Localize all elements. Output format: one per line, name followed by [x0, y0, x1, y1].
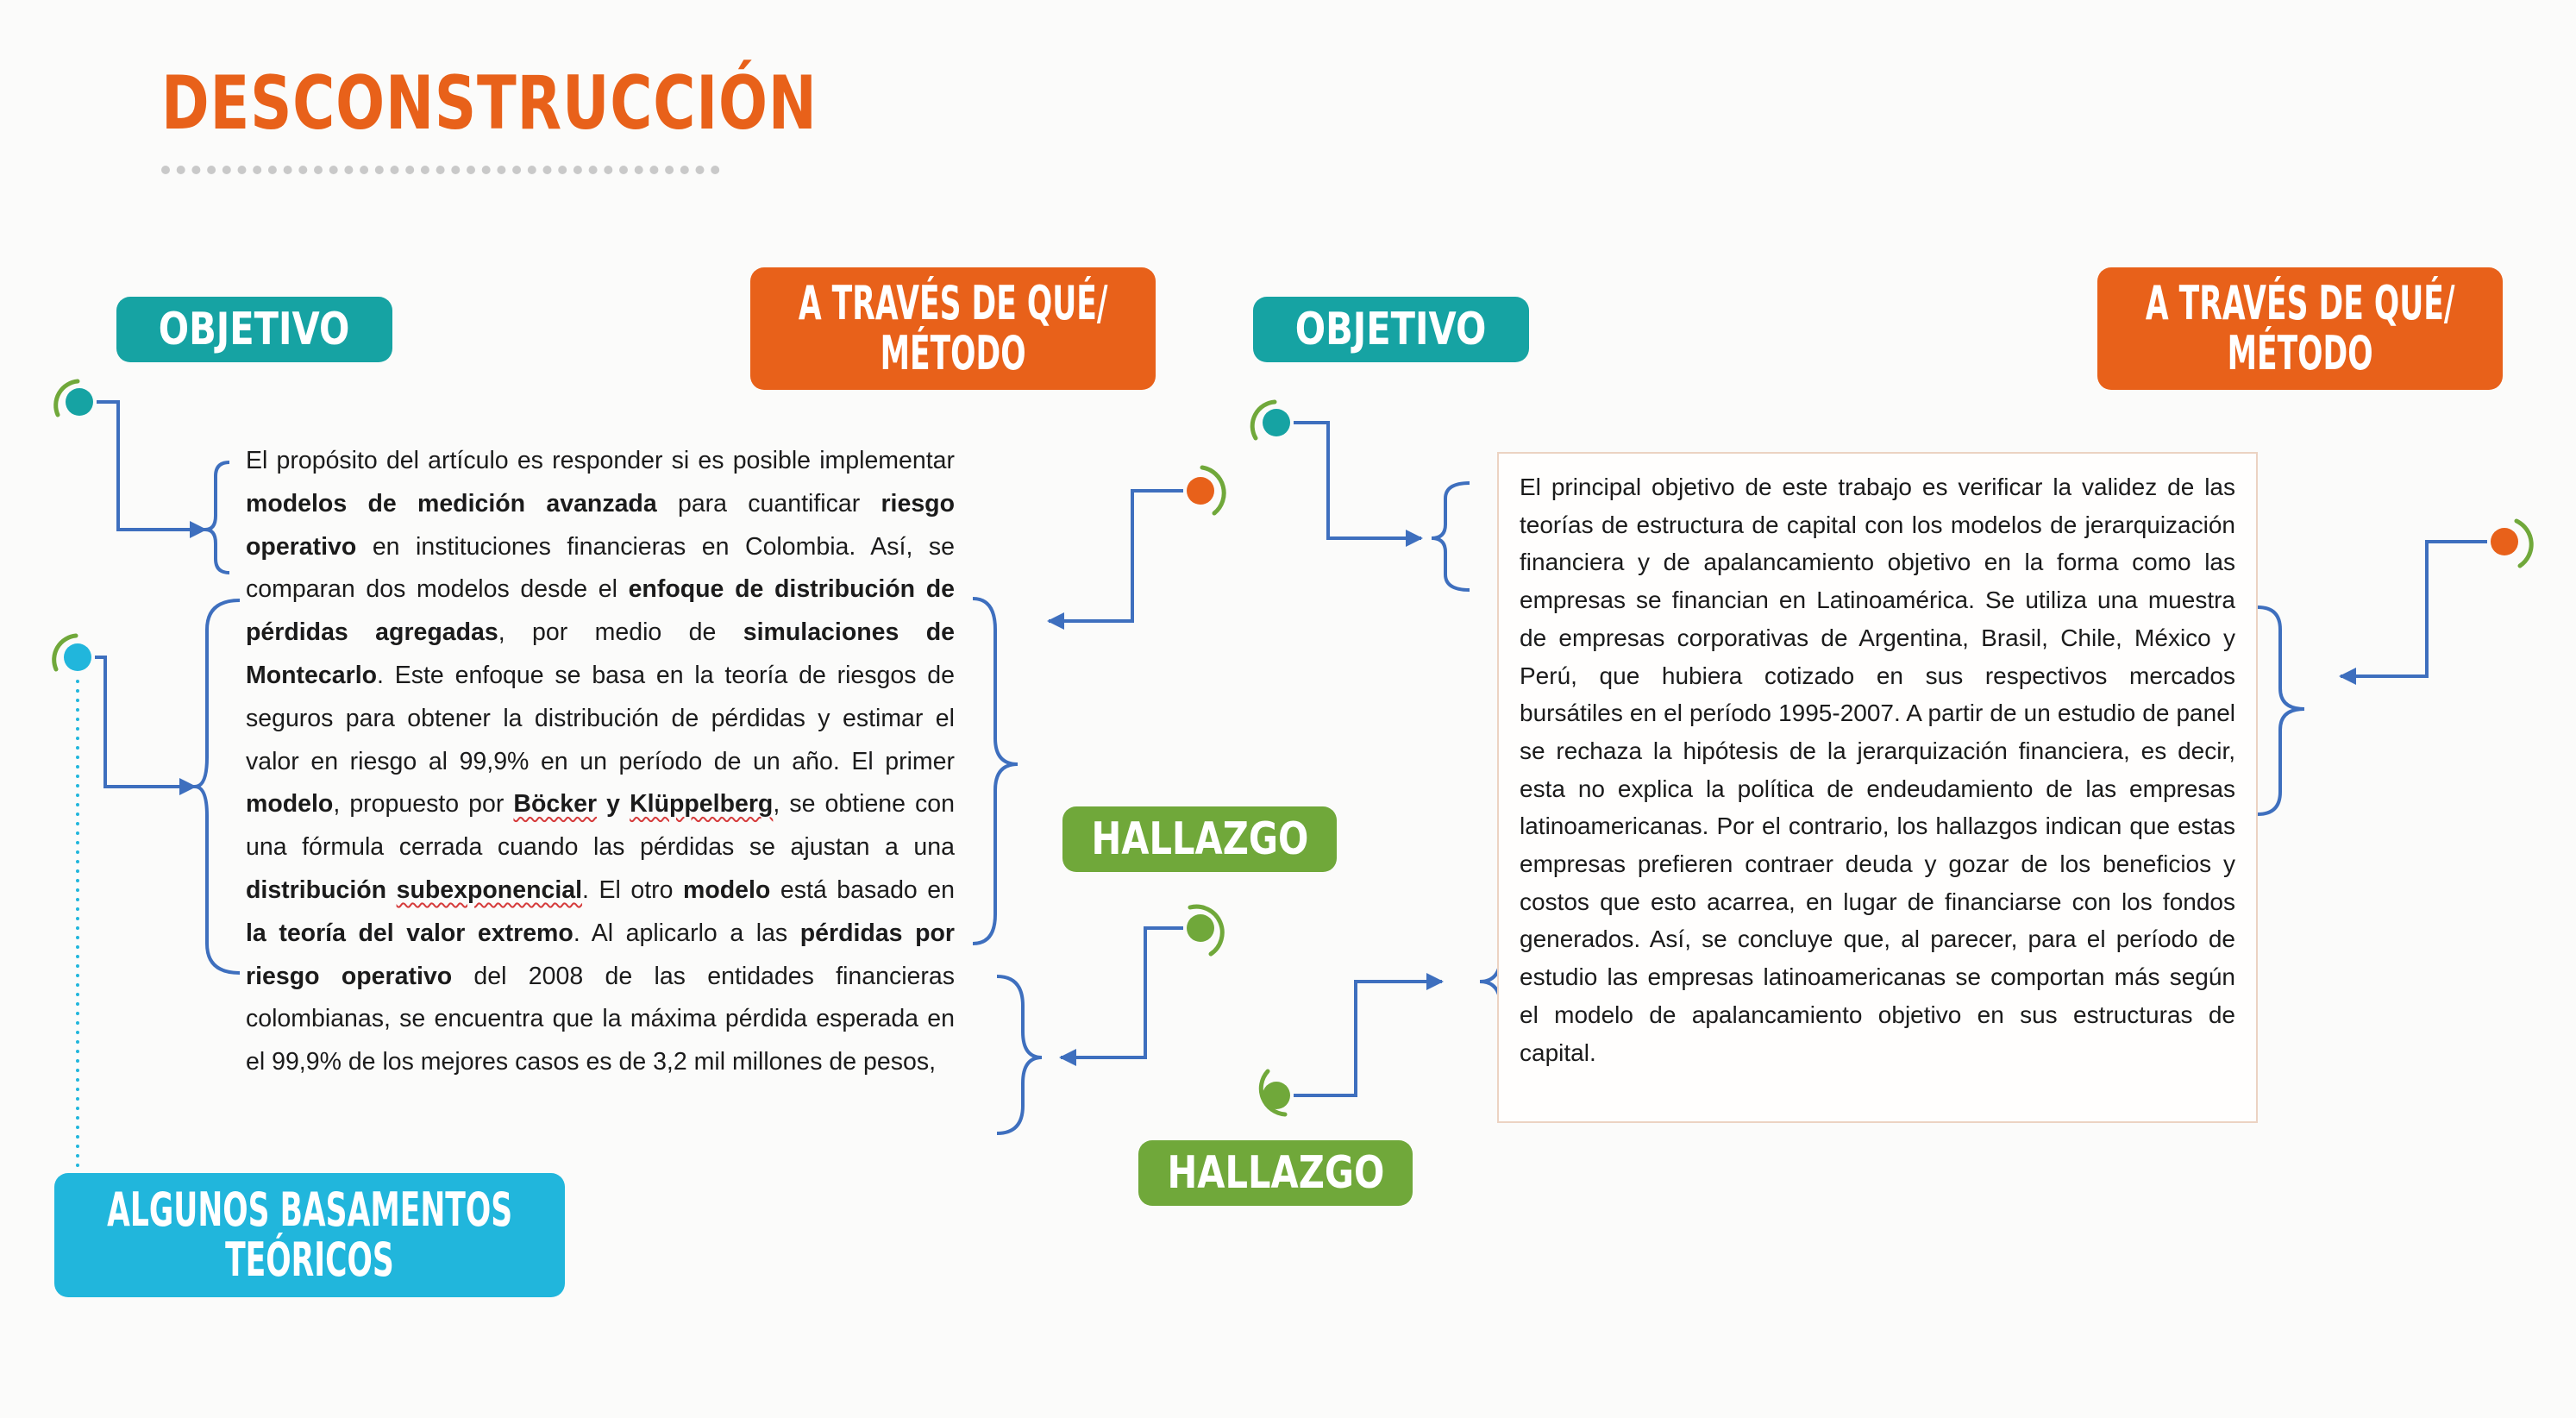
metodo-node-right — [2491, 521, 2531, 566]
objetivo-label-left: OBJETIVO — [116, 297, 392, 362]
hallazgo-label-left: HALLAZGO — [1062, 806, 1337, 872]
right-article-text — [1497, 452, 2258, 1123]
objetivo-node-right — [1252, 402, 1290, 438]
left-paragraph: El propósito del artículo es responder si es posible implementar modelos de medición avanzada para cuantificar riesgo operativo en instituciones financieras en Colombia. Así, se comparan dos modelos desde el enfoque de distribución de pérdidas agregadas, por medio de simulaciones de Montecarlo. Este enfoque se basa en la teoría de riesgos de seguros para obtener la distribución de pérdidas y estimar el valor en riesgo al 99,9% en un período de un año. El primer modelo, propuesto por Böcker y Klüppelberg, se obtiene con una fórmula cerrada cuando las pérdidas se ajustan a una distribución subexponencial. El otro modelo está basado en la teoría del valor extremo. Al aplicarlo a las pérdidas por riesgo operativo del 2008 de las entidades financieras colombianas, se encuentra que la máxima pérdida esperada en el 99,9% de los mejores casos es de 3,2 mil millones de pesos, — [246, 447, 956, 1076]
hallazgo-node-right — [1261, 1071, 1290, 1114]
objetivo-brace-right — [1432, 483, 1470, 590]
left-article-text — [246, 440, 955, 1084]
hallazgo-connector-left — [1061, 928, 1183, 1057]
basamentos-brace — [195, 600, 240, 973]
metodo-label-left: A TRAVÉS DE QUÉ/ MÉTODO — [750, 267, 1156, 390]
hallazgo-brace-left — [997, 976, 1042, 1133]
objetivo-node-left — [56, 381, 93, 416]
objetivo-connector-left — [97, 402, 205, 530]
metodo-brace-left — [973, 599, 1018, 944]
right-paragraph: El principal objetivo de este trabajo es verificar la validez de las teorías de estructura de capital con los modelos de jerarquización financiera y de apalancamiento objetivo en la forma como las empresas se financian en Latinoamérica. Se utiliza una muestra de empresas corporativas de Argentina, Brasil, Chile, México y Perú, que hubiera cotizado en sus respectivos mercados bursátiles en el período 1995-2007. A partir de un estudio de panel se rechaza la hipótesis de la jerarquización financiera, es decir, esta no explica la política de endeudamiento de las empresas latinoamericanas. Por el contrario, los hallazgos indican que estas empresas prefieren contraer deuda y gozar de los beneficios y costos que esto acarrea, en lugar de financiarse con los fondos generados. Así, se concluye que, al parecer, para el período de estudio las empresas latinoamericanas se comportan más según el modelo de apalancamiento objetivo en sus estructuras de capital. — [1520, 474, 2235, 1066]
objetivo-label-right: OBJETIVO — [1253, 297, 1529, 362]
metodo-node-left — [1187, 467, 1224, 513]
basamentos-node — [54, 636, 91, 671]
basamentos-label: ALGUNOS BASAMENTOS TEÓRICOS — [54, 1173, 565, 1297]
hallazgo-label-right: HALLAZGO — [1138, 1140, 1413, 1206]
page-title: DESCONSTRUCCIÓN — [161, 60, 818, 147]
metodo-connector-right — [2341, 542, 2487, 676]
hallazgo-node-left — [1187, 907, 1222, 954]
objetivo-connector-right — [1294, 423, 1421, 538]
metodo-brace-right — [2258, 607, 2304, 814]
metodo-connector-left — [1049, 491, 1183, 621]
hallazgo-connector-right — [1294, 982, 1442, 1095]
basamentos-connector — [95, 657, 195, 787]
objetivo-brace-left — [205, 462, 229, 573]
metodo-label-right: A TRAVÉS DE QUÉ/ MÉTODO — [2097, 267, 2503, 390]
